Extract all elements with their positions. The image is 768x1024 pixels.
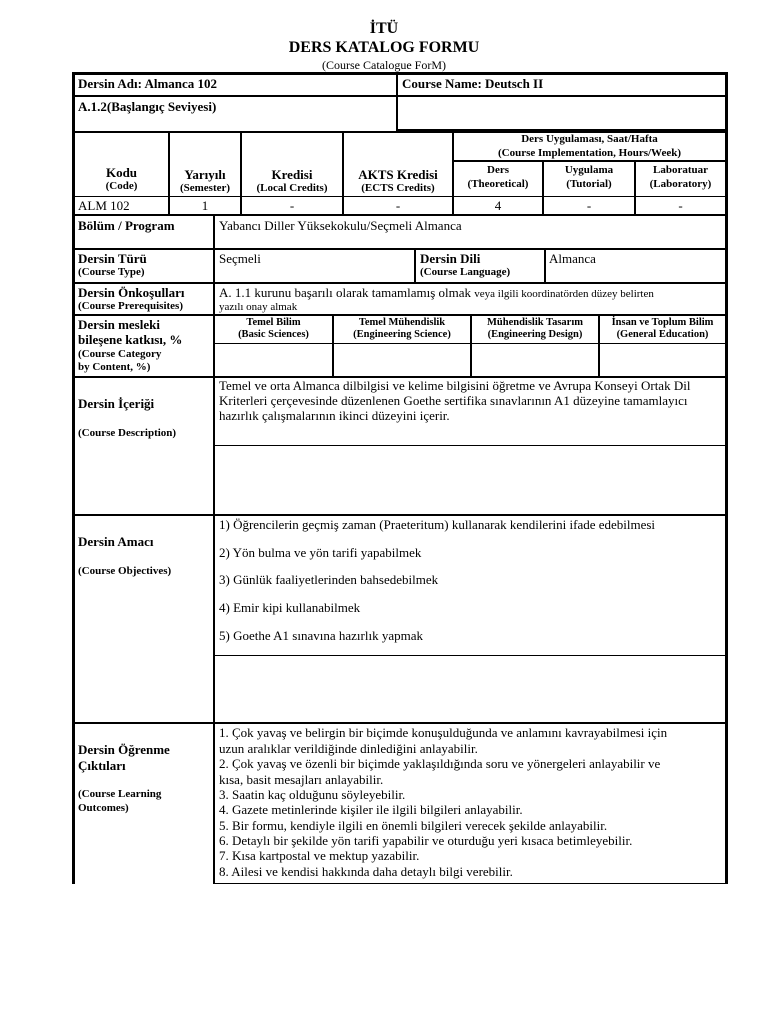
objectives-label: Dersin Amacı: [78, 534, 154, 549]
program-label: Bölüm / Program: [78, 218, 175, 233]
outcome-line: uzun aralıklar verildiğinde dinlediğini anlayabilir.: [219, 741, 478, 756]
prereq-value: [219, 285, 654, 301]
prereq-label-en: (Course Prerequisites): [78, 300, 183, 312]
value-tutorial: -: [586, 198, 592, 213]
objective-item: 4) Emir kipi kullanabilmek: [219, 600, 361, 615]
content-text: Temel ve orta Almanca dilbilgisi ve kelime bilgisini öğretme ve Avrupa Konseyi Ortak Dil Kriterleri çerçevesinde düzenlenen Goethe sertifika sınavlarının A1 düzeyine tamamlayıcı hazırlık çalışmalarının ikinci düzeyini içerir.: [219, 378, 691, 423]
value-credits: -: [289, 198, 295, 213]
header-credits: Kredisi: [271, 167, 313, 182]
outcome-line: 7. Kısa kartpostal ve mektup yazabilir.: [219, 848, 420, 863]
header-semester: Yarıyılı: [184, 167, 226, 182]
program-value: Yabancı Diller Yüksekokulu/Seçmeli Almanca: [219, 218, 462, 233]
objectives-label-en: (Course Objectives): [78, 565, 172, 577]
value-lab: -: [678, 198, 683, 213]
header-code: Kodu: [105, 165, 138, 180]
category-col-general: İnsan ve Toplum Bilim: [611, 317, 714, 328]
category-col-basic-en: (Basic Sciences): [238, 329, 309, 340]
outcome-line: 3. Saatin kaç olduğunu söyleyebilir.: [219, 787, 406, 802]
form-title: DERS KATALOG FORMU: [288, 39, 480, 56]
header-implementation-en: (Course Implementation, Hours/Week): [497, 147, 681, 159]
prereq-value-extra-2: yazılı onay almak: [219, 301, 298, 313]
prereq-label: Dersin Önkoşulları: [78, 285, 185, 300]
course-type-value: Seçmeli: [219, 251, 261, 266]
outcome-line: 1. Çok yavaş ve belirgin bir biçimde konuşulduğunda ve anlamını kavrayabilmesi için: [219, 725, 668, 740]
course-name-tr: Dersin Adı: Almanca 102: [78, 76, 218, 91]
header-code-en: (Code): [105, 180, 138, 192]
course-type-label-en: (Course Type): [78, 266, 145, 278]
content-label: Dersin İçeriği: [78, 396, 155, 411]
category-col-basic: Temel Bilim: [246, 317, 301, 328]
header-ects: AKTS Kredisi: [358, 167, 438, 182]
outcomes-label-en-1: (Course Learning: [78, 788, 162, 800]
outcome-line: 8. Ailesi ve kendisi hakkında daha detaylı bilgi verebilir.: [219, 864, 513, 879]
category-col-eng-design: Mühendislik Tasarım: [487, 317, 583, 328]
value-theory: 4: [494, 198, 502, 213]
category-label-en-2: by Content, %): [78, 361, 151, 373]
objective-item: 5) Goethe A1 sınavına hazırlık yapmak: [219, 628, 423, 643]
outcome-line: 4. Gazete metinlerinde kişiler ile ilgili bilgileri anlayabilir.: [219, 802, 523, 817]
value-ects: -: [395, 198, 401, 213]
category-col-eng-science: Temel Mühendislik: [358, 317, 446, 328]
outcome-line: kısa, basit mesajları anlayabilir.: [219, 772, 384, 787]
category-label-2: bileşene katkısı, %: [78, 332, 183, 347]
outcomes-label-en-2: Outcomes): [78, 802, 129, 814]
course-name-en: Course Name: Deutsch II: [402, 76, 544, 91]
course-type-label: Dersin Türü: [78, 251, 147, 266]
header-tutorial-en: (Tutorial): [566, 178, 612, 190]
header-credits-en: (Local Credits): [256, 182, 328, 194]
header-implementation: Ders Uygulaması, Saat/Hafta: [521, 133, 658, 145]
category-col-eng-design-en: (Engineering Design): [487, 329, 583, 340]
outcome-line: 6. Detaylı bir şekilde yön tarifi yapabilir ve oturduğu yeri kısaca betimleyebilir.: [219, 833, 633, 848]
category-label-1: Dersin mesleki: [78, 317, 160, 332]
objective-item: 3) Günlük faaliyetlerinden bahsedebilmek: [219, 572, 439, 587]
value-semester: 1: [201, 198, 209, 213]
course-language-label: Dersin Dili: [420, 251, 481, 266]
course-language-value: Almanca: [549, 251, 596, 266]
header-theory-en: (Theoretical): [467, 178, 529, 190]
header-ects-en: (ECTS Credits): [361, 182, 435, 194]
header-lab: Laboratuar: [653, 164, 708, 176]
header-lab-en: (Laboratory): [649, 178, 712, 190]
objective-item: 1) Öğrencilerin geçmiş zaman (Praeteritum) kullanarak kendilerini ifade edebilmesi: [219, 517, 656, 532]
course-level: A.1.2(Başlangıç Seviyesi): [78, 99, 217, 114]
category-col-eng-science-en: (Engineering Science): [353, 329, 451, 340]
header-tutorial: Uygulama: [564, 164, 614, 176]
outcome-line: 2. Çok yavaş ve özenli bir biçimde yaklaşıldığında soru ve yönergeleri anlayabilir ve: [219, 756, 661, 771]
form-subtitle: (Course Catalogue ForM): [322, 58, 446, 72]
category-label-en-1: (Course Category: [78, 348, 162, 360]
outcome-line: 5. Bir formu, kendiyle ilgili en önemli bilgileri verecek şekilde anlayabilir.: [219, 818, 608, 833]
value-code: ALM 102: [78, 198, 130, 213]
course-language-label-en: (Course Language): [420, 266, 511, 278]
content-label-en: (Course Description): [78, 427, 177, 439]
outcomes-label-1: Dersin Öğrenme: [78, 742, 170, 757]
category-col-general-en: (General Education): [616, 329, 709, 340]
header-theory: Ders: [487, 164, 509, 176]
form-header-org: İTÜ: [369, 20, 399, 37]
prereq-value-main: A. 1.1 kurunu başarılı olarak tamamlamış olmak: [219, 285, 471, 300]
header-semester-en: (Semester): [179, 182, 231, 194]
outcomes-label-2: Çıktıları: [78, 758, 126, 773]
objective-item: 2) Yön bulma ve yön tarifi yapabilmek: [219, 545, 422, 560]
prereq-value-extra: veya ilgili koordinatörden düzey belirten: [474, 288, 654, 300]
